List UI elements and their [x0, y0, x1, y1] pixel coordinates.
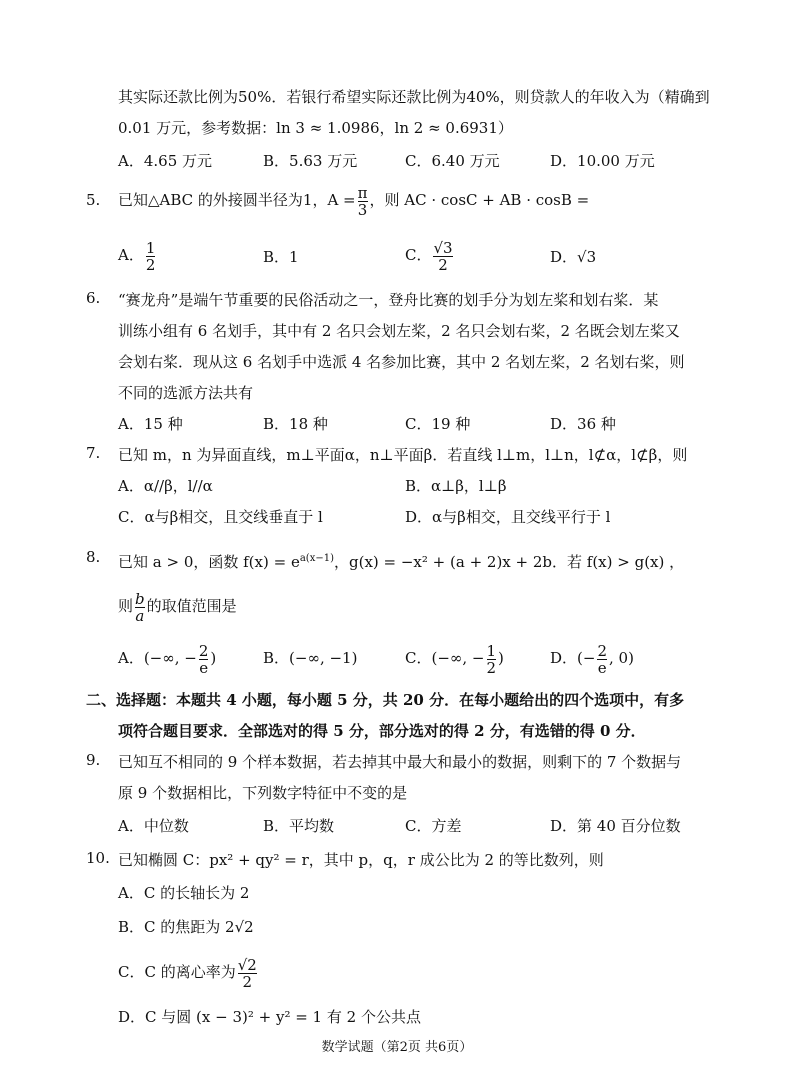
q8-option-c-pre: C．(−∞, − — [405, 649, 485, 667]
q4-option-a: A．4.65 万元 — [118, 152, 212, 170]
q8-stem-post: ，g(x) = −x² + (a + 2)x + 2b．若 f(x) > g(x) ， — [333, 553, 685, 571]
q5-three: 3 — [357, 200, 368, 219]
q8-option-a — [118, 638, 216, 678]
q6-option-c: C．19 种 — [405, 415, 471, 433]
q10-option-a: A．C 的长轴长为 2 — [118, 884, 250, 902]
q7-stem: 已知 m，n 为异面直线，m⊥平面α，n⊥平面β．若直线 l⊥m，l⊥n，l⊄α，l⊄β，则 — [118, 446, 688, 464]
q7-number: 7. — [86, 444, 101, 462]
q4-cont-line1: 其实际还款比例为50%．若银行希望实际还款比例为40%，则贷款人的年收入为（精确到 — [118, 88, 710, 106]
q9-option-a: A．中位数 — [118, 817, 189, 835]
q9-number: 9. — [86, 751, 101, 769]
q5-option-c-num: √3 — [433, 238, 453, 257]
q8-line2-pre: 则 — [118, 597, 134, 615]
q5-stem — [118, 180, 589, 220]
q8-option-a-den: e — [199, 658, 209, 677]
q10-number: 10. — [86, 849, 110, 867]
q8-option-d-pre: D．(− — [550, 649, 596, 667]
q8-number: 8. — [86, 548, 101, 566]
q8-option-a-num: 2 — [198, 641, 209, 660]
q7-option-b: B．α⊥β，l⊥β — [405, 477, 507, 495]
q9-line1: 已知互不相同的 9 个样本数据，若去掉其中最大和最小的数据，则剩下的 7 个数据与 — [118, 753, 682, 771]
q8-option-c-den: 2 — [486, 658, 497, 677]
q5-option-a-label: A． — [118, 246, 144, 264]
q5-stem-b: ，则 AC · cosC + AB · cosB = — [369, 191, 590, 209]
q8-option-a-fraction — [199, 643, 209, 676]
q8-option-c — [405, 638, 504, 678]
q6-option-a: A．15 种 — [118, 415, 183, 433]
q7-option-c: C．α与β相交，且交线垂直于 l — [118, 508, 323, 526]
q4-option-b: B．5.63 万元 — [263, 152, 358, 170]
q6-line1: “赛龙舟”是端午节重要的民俗活动之一，登舟比赛的划手分为划左桨和划右桨．某 — [118, 291, 659, 309]
q5-option-c-label: C． — [405, 246, 432, 264]
q5-pi-fraction — [358, 185, 368, 218]
q10-option-c — [118, 952, 259, 992]
q7-option-d: D．α与β相交，且交线平行于 l — [405, 508, 611, 526]
q8-option-b: B．(−∞, −1) — [263, 649, 358, 667]
page-footer: 数学试题（第2页 共6页） — [321, 1040, 473, 1055]
q9-line2: 原 9 个数据相比，下列数字特征中不变的是 — [118, 784, 408, 802]
q6-option-b: B．18 种 — [263, 415, 328, 433]
q5-number: 5. — [86, 191, 101, 209]
section2-heading-line2: 项符合题目要求．全部选对的得 5 分，部分选对的得 2 分，有选错的得 0 分． — [118, 722, 646, 740]
q8-b: b — [135, 589, 145, 608]
q8-stem-exponent: a(x−1) — [299, 553, 334, 564]
q8-option-c-post: ) — [498, 649, 504, 667]
q6-line4: 不同的选派方法共有 — [118, 384, 254, 402]
q10-option-c-pre: C．C 的离心率为 — [118, 963, 236, 981]
q10-option-c-num: √2 — [237, 955, 257, 974]
q8-stem-pre: 已知 a > 0，函数 f(x) = e — [118, 553, 300, 571]
q5-option-a — [118, 237, 157, 273]
q5-option-c-fraction — [433, 240, 452, 273]
q8-option-d-post: , 0) — [609, 649, 634, 667]
q6-line2: 训练小组有 6 名划手，其中有 2 名只会划左桨，2 名只会划右桨，2 名既会划左桨又 — [118, 322, 680, 340]
q8-a: a — [135, 606, 145, 625]
q4-option-c: C．6.40 万元 — [405, 152, 500, 170]
q8-option-a-pre: A．(−∞, − — [118, 649, 197, 667]
q8-option-c-fraction — [487, 643, 497, 676]
q5-option-c-den: 2 — [433, 256, 452, 273]
q5-pi: π — [357, 183, 368, 202]
q9-option-b: B．平均数 — [263, 817, 335, 835]
q6-line3: 会划右桨．现从这 6 名划手中选派 4 名参加比赛，其中 2 名划左桨，2 名划右桨，则 — [118, 353, 685, 371]
q5-option-c — [405, 237, 455, 273]
q8-option-a-post: ) — [210, 649, 217, 667]
q5-option-a-den: 2 — [145, 255, 156, 274]
q4-cont-line2: 0.01 万元，参考数据：ln 3 ≈ 1.0986，ln 2 ≈ 0.6931） — [118, 119, 513, 137]
q10-option-d: D．C 与圆 (x − 3)² + y² = 1 有 2 个公共点 — [118, 1008, 421, 1026]
q7-option-a: A．α//β，l//α — [118, 477, 213, 495]
q10-option-c-den: 2 — [238, 973, 257, 990]
q8-line2-post: 的取值范围是 — [146, 597, 237, 615]
q5-option-a-fraction — [146, 240, 156, 273]
q8-line2 — [118, 586, 237, 626]
q6-option-d: D．36 种 — [550, 415, 616, 433]
q5-option-a-num: 1 — [145, 238, 156, 257]
section2-heading-line1: 二、选择题：本题共 4 小题，每小题 5 分，共 20 分．在每小题给出的四个选项中，有多 — [86, 691, 685, 709]
q6-number: 6. — [86, 289, 101, 307]
q8-option-c-num: 1 — [486, 641, 497, 660]
q10-stem: 已知椭圆 C：px² + qy² = r，其中 p，q，r 成公比为 2 的等比数列，则 — [118, 851, 604, 869]
q8-option-d — [550, 638, 634, 678]
q8-stem — [118, 548, 684, 573]
q9-option-d: D．第 40 百分位数 — [550, 817, 681, 835]
q8-option-d-num: 2 — [597, 641, 607, 660]
q8-option-d-den: e — [597, 658, 607, 677]
q5-option-d: D．√3 — [550, 248, 597, 266]
q8-option-d-fraction — [597, 643, 607, 676]
q4-option-d: D．10.00 万元 — [550, 152, 655, 170]
q10-option-c-fraction — [238, 957, 257, 990]
q8-b-over-a — [135, 591, 145, 624]
q10-option-b: B．C 的焦距为 2√2 — [118, 918, 254, 936]
q5-stem-a: 已知△ABC 的外接圆半径为1，A = — [118, 191, 356, 209]
q5-option-b: B．1 — [263, 248, 299, 266]
q9-option-c: C．方差 — [405, 817, 462, 835]
